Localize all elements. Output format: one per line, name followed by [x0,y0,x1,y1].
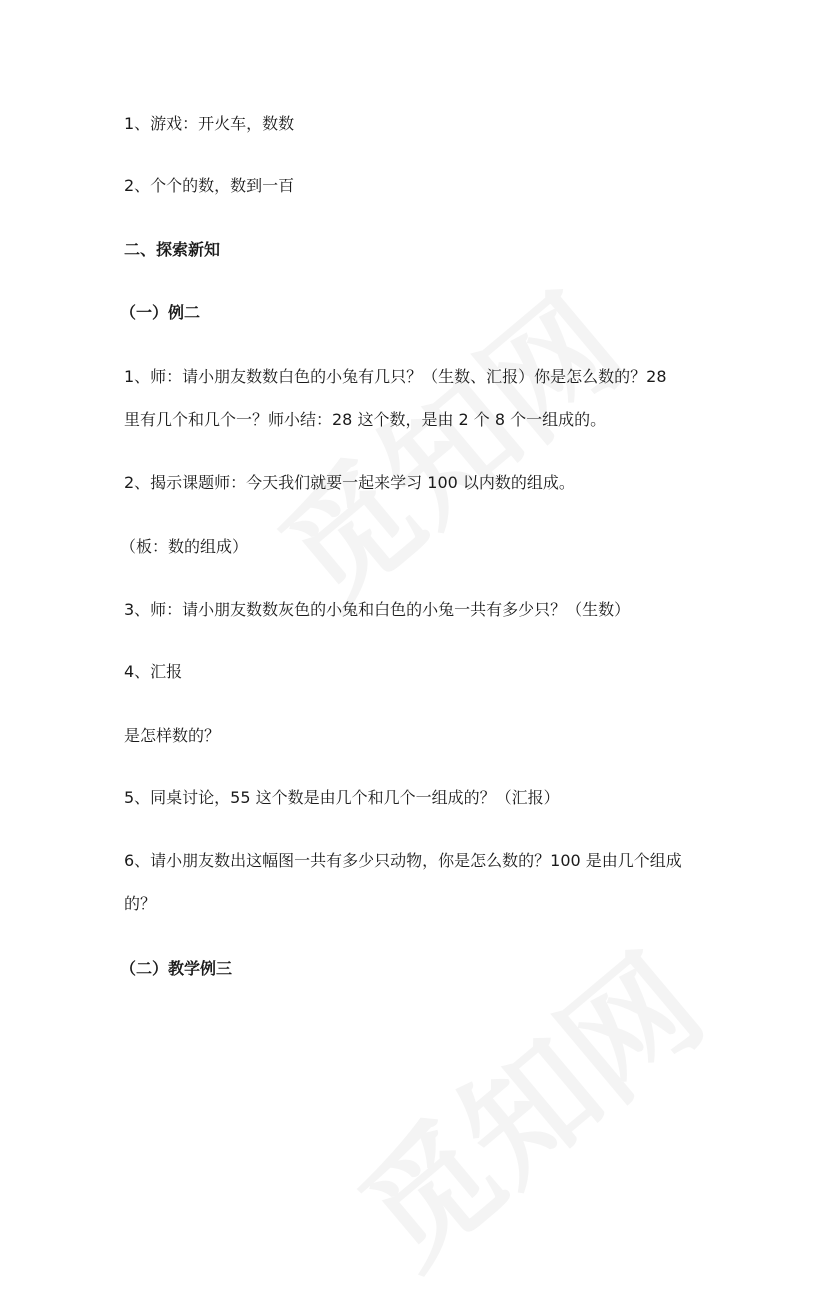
section-heading: 二、探索新知 [124,240,221,259]
paragraph: 2、个个的数，数到一百 [124,176,295,195]
paragraph: 1、游戏：开火车，数数 [124,114,295,133]
watermark-logo [316,907,735,1300]
subsection-heading: （二）教学例三 [120,959,233,978]
paragraph: 4、汇报 [124,662,183,681]
paragraph: 6、请小朋友数出这幅图一共有多少只动物，你是怎么数的？100 是由几个组成 [124,851,682,870]
subsection-heading: （一）例二 [120,303,201,322]
paragraph-continuation: 里有几个和几个一？师小结：28 这个数，是由 2 个 8 个一组成的。 [124,410,607,429]
paragraph: （板：数的组成） [120,537,249,556]
watermark-logo [236,247,655,641]
paragraph: 2、揭示课题师：今天我们就要一起来学习 100 以内数的组成。 [124,473,575,492]
paragraph: 1、师：请小朋友数数白色的小兔有几只？（生数、汇报）你是怎么数的？28 [124,367,667,386]
paragraph: 3、师：请小朋友数数灰色的小兔和白色的小兔一共有多少只？（生数） [124,600,631,619]
paragraph: 是怎样数的？ [124,726,221,745]
paragraph: 5、同桌讨论，55 这个数是由几个和几个一组成的？（汇报） [124,788,560,807]
paragraph-continuation: 的？ [124,894,157,913]
